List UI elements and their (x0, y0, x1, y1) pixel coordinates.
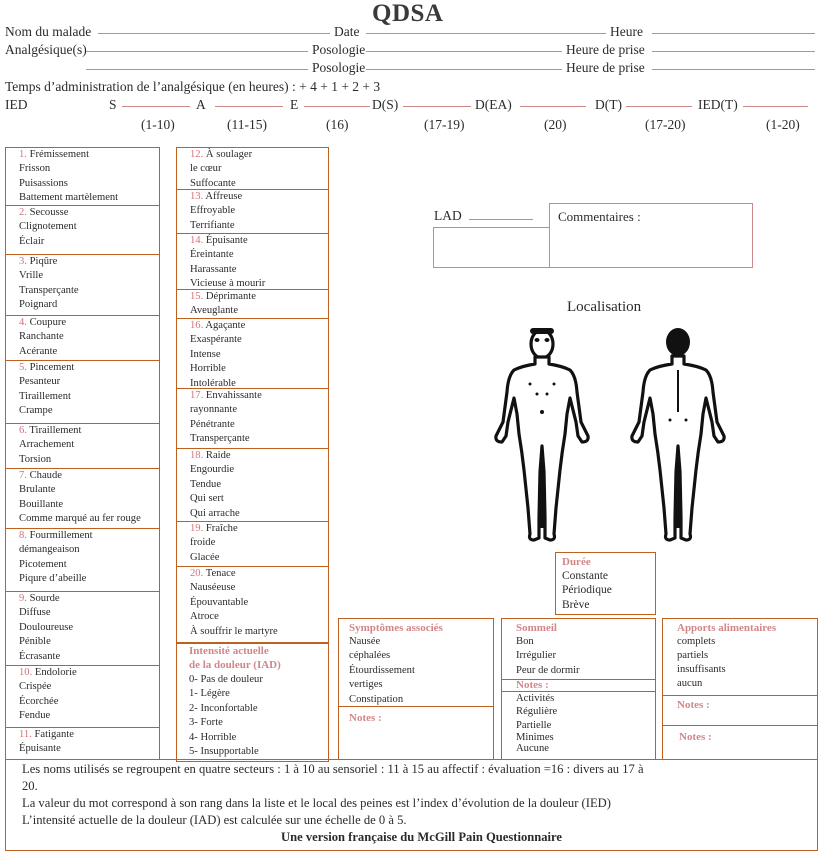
word-option[interactable] (177, 204, 328, 218)
word-label: Tiraillement (29, 425, 82, 436)
group-number: 3. (19, 256, 27, 267)
word-option[interactable] (6, 695, 159, 709)
word-option[interactable] (6, 543, 159, 557)
group-number: 1. (19, 149, 27, 160)
word-option[interactable] (177, 333, 328, 347)
word-label: rayonnante (190, 404, 238, 416)
word-label: Qui arrache (190, 507, 240, 519)
sommeil-option-0[interactable]: Bon (516, 636, 534, 647)
word-label: Horrible (190, 363, 226, 375)
word-option[interactable] (6, 453, 159, 467)
comments-label: Commentaires : (558, 209, 641, 224)
word-label: le cœur (190, 163, 222, 175)
word-option[interactable] (6, 592, 159, 606)
group-number: 11. (19, 729, 32, 740)
word-option[interactable] (6, 572, 159, 586)
word-label: Fourmillement (29, 530, 93, 541)
right-group-9 (176, 566, 329, 644)
word-label: Tendue (190, 478, 222, 490)
apports-box (662, 618, 818, 696)
word-option[interactable] (6, 424, 159, 438)
dosage-field-2[interactable] (366, 69, 562, 70)
word-option[interactable] (177, 389, 328, 403)
group-number: 4. (19, 317, 27, 328)
word-option[interactable] (177, 219, 328, 233)
word-label: Poignard (19, 299, 58, 311)
word-option[interactable] (6, 404, 159, 418)
group-number: 10. (19, 667, 33, 678)
word-option[interactable] (177, 432, 328, 446)
duree-option-2[interactable]: Brève (562, 598, 590, 611)
duree-option-1[interactable]: Périodique (562, 584, 612, 597)
word-option[interactable] (177, 522, 328, 536)
symptomes-notes-label: Notes : (349, 712, 382, 724)
word-option[interactable] (177, 348, 328, 362)
word-label: Effroyable (190, 205, 236, 217)
sommeil-option-2[interactable]: Peur de dormir (516, 664, 580, 676)
word-label: Raide (205, 450, 231, 461)
word-label: Chaude (29, 470, 62, 481)
apports-title: Apports alimentaires (677, 622, 777, 634)
word-option[interactable] (177, 190, 328, 204)
right-group-5 (176, 318, 329, 389)
word-option[interactable] (6, 709, 159, 723)
activites-box (501, 691, 656, 760)
ied-code-ds: D(S) (372, 97, 399, 112)
group-number: 8. (19, 530, 27, 541)
word-label: Battement martèlement (19, 192, 119, 204)
left-group-2 (5, 205, 160, 255)
analgesic-field-2[interactable] (86, 69, 308, 70)
ied-code-s: S (109, 97, 117, 112)
word-option[interactable] (6, 361, 159, 375)
ied-field-s[interactable] (122, 106, 190, 107)
comments-box[interactable] (549, 203, 753, 268)
right-group-7 (176, 448, 329, 522)
word-label: Déprimante (205, 291, 256, 302)
word-option[interactable] (177, 625, 328, 639)
group-number: 2. (19, 207, 27, 218)
ied-field-dea[interactable] (520, 106, 586, 107)
ied-range-a: (11-15) (227, 117, 267, 132)
ied-range-dea: (20) (544, 117, 567, 132)
apports-notes-box-1[interactable] (662, 695, 818, 726)
word-label: Qui sert (190, 493, 224, 505)
duree-box (555, 552, 656, 615)
ied-range-ds: (17-19) (424, 117, 465, 132)
word-option[interactable] (6, 650, 159, 664)
word-option[interactable] (177, 492, 328, 506)
lad-field[interactable] (469, 219, 533, 220)
symptome-0[interactable]: Nausée (349, 636, 381, 647)
intake-time-field-2[interactable] (652, 69, 815, 70)
word-label: Crampe (19, 405, 53, 417)
word-option[interactable] (177, 148, 328, 162)
word-label: Intense (190, 348, 221, 360)
symptome-1[interactable]: céphalées (349, 650, 391, 662)
word-label: Frémissement (29, 149, 90, 160)
word-label: Transperçante (19, 284, 79, 296)
word-option[interactable] (6, 162, 159, 176)
word-option[interactable] (6, 269, 159, 283)
word-option[interactable] (6, 235, 159, 249)
apport-option-1[interactable]: partiels (677, 650, 709, 661)
ied-field-a[interactable] (215, 106, 283, 107)
word-option[interactable] (6, 666, 159, 680)
ied-code-a: A (196, 97, 206, 112)
word-option[interactable] (177, 290, 328, 304)
group-number: 6. (19, 425, 27, 436)
left-group-9 (5, 591, 160, 666)
word-option[interactable] (177, 418, 328, 432)
word-option[interactable] (6, 375, 159, 389)
word-label: Acérante (19, 345, 58, 357)
word-option[interactable] (177, 234, 328, 248)
analgesic-label: Analgésique(s) (5, 42, 87, 57)
word-option[interactable] (177, 551, 328, 565)
activite-option-3[interactable]: Aucune (516, 743, 549, 755)
word-label: Picotement (19, 558, 67, 570)
word-label: Épouvantable (190, 596, 249, 608)
dosage-label-2: Posologie (312, 60, 366, 75)
word-option[interactable] (6, 316, 159, 330)
ied-field-iedt[interactable] (743, 106, 808, 107)
ied-code-e: E (290, 97, 299, 112)
date-field[interactable] (366, 33, 606, 34)
word-option[interactable] (6, 558, 159, 572)
iad-box (176, 642, 329, 762)
right-group-4 (176, 289, 329, 319)
ied-field-ds[interactable] (403, 106, 471, 107)
word-label: Épuisante (205, 235, 248, 246)
word-option[interactable] (177, 449, 328, 463)
sommeil-notes-label: Notes : (516, 679, 549, 691)
word-option[interactable] (6, 177, 159, 191)
word-label: Fraîche (205, 523, 238, 534)
word-option[interactable] (177, 478, 328, 492)
group-number: 18. (190, 450, 204, 461)
word-option[interactable] (6, 220, 159, 234)
word-label: démangeaison (19, 544, 80, 556)
word-option[interactable] (177, 162, 328, 176)
symptome-4[interactable]: Constipation (349, 693, 404, 705)
word-label: Écorchée (19, 695, 59, 707)
apport-option-3[interactable]: aucun (677, 678, 703, 689)
dosage-field-1[interactable] (366, 51, 562, 52)
word-option[interactable] (177, 507, 328, 521)
iad-level-2[interactable]: 2- Inconfortable (189, 702, 258, 714)
ied-code-iedt: IED(T) (698, 97, 738, 112)
right-group-3 (176, 233, 329, 290)
patient-name-field[interactable] (98, 33, 330, 34)
intake-time-field-1[interactable] (652, 51, 815, 52)
lad-label: LAD (434, 208, 462, 223)
word-label: Comme marqué au fer rouge (19, 513, 141, 525)
word-option[interactable] (6, 483, 159, 497)
word-label: Pénible (19, 636, 51, 648)
word-label: Piqûre (29, 256, 58, 267)
word-option[interactable] (6, 191, 159, 205)
word-label: Agaçante (205, 320, 246, 331)
sommeil-title: Sommeil (516, 622, 557, 634)
activites-title: Activités (516, 693, 555, 704)
left-group-11 (5, 727, 160, 760)
word-label: Éclair (19, 235, 45, 247)
word-option[interactable] (6, 498, 159, 512)
apports-notes-box-2[interactable] (662, 725, 818, 760)
intake-time-label-1: Heure de prise (566, 42, 645, 57)
lad-box[interactable] (433, 227, 550, 268)
word-label: Écrasante (19, 650, 61, 662)
apports-notes-label-1: Notes : (677, 699, 710, 711)
word-option[interactable] (6, 512, 159, 526)
word-option[interactable] (6, 621, 159, 635)
group-number: 13. (190, 191, 204, 202)
word-option[interactable] (177, 610, 328, 624)
symptomes-notes-box[interactable] (338, 706, 494, 760)
ied-field-dt[interactable] (626, 106, 692, 107)
word-option[interactable] (177, 567, 328, 581)
left-group-1 (5, 147, 160, 206)
word-option[interactable] (6, 680, 159, 694)
word-option[interactable] (6, 529, 159, 543)
word-label: Épuisante (19, 743, 61, 755)
footer-line-2: 20. (22, 779, 38, 793)
admin-time-text: Temps d’administration de l’analgésique (en heures) : + 4 + 1 + 2 + 3 (5, 79, 381, 94)
word-label: Nauséeuse (190, 582, 236, 594)
word-option[interactable] (6, 330, 159, 344)
word-label: Sourde (29, 593, 60, 604)
word-label: Puisassions (19, 177, 68, 189)
word-label: froide (190, 537, 216, 549)
word-label: Arrachement (19, 439, 75, 451)
left-group-4 (5, 315, 160, 361)
ied-code-dt: D(T) (595, 97, 622, 112)
symptome-2[interactable]: Étourdissement (349, 664, 415, 676)
word-option[interactable] (6, 728, 159, 742)
word-option[interactable] (177, 536, 328, 550)
footer-notes-box (5, 759, 818, 851)
group-number: 15. (190, 291, 204, 302)
word-label: Secousse (29, 207, 69, 218)
footer-line-3: La valeur du mot correspond à son rang dans la liste et le local des peines est l’index d’évolution de la douleur (IED) (22, 796, 611, 810)
word-label: Douloureuse (19, 621, 74, 633)
word-option[interactable] (177, 596, 328, 610)
word-label: Exaspérante (190, 334, 242, 346)
word-option[interactable] (6, 469, 159, 483)
group-number: 19. (190, 523, 204, 534)
word-label: Intolérable (190, 377, 236, 389)
localisation-label: Localisation (567, 299, 642, 315)
word-label: Vrille (19, 270, 44, 282)
word-option[interactable] (177, 319, 328, 333)
date-label: Date (334, 24, 360, 39)
activite-option-1[interactable]: Partielle (516, 719, 552, 731)
word-label: Suffocante (190, 177, 236, 189)
symptomes-title: Symptômes associés (349, 622, 443, 634)
ied-range-iedt: (1-20) (766, 117, 800, 132)
word-label: Atroce (190, 611, 219, 623)
word-label: Fendue (19, 710, 51, 722)
word-label: À souffrir le martyre (190, 625, 278, 637)
word-label: Éreintante (190, 249, 234, 261)
word-label: Engourdie (190, 464, 235, 476)
right-group-1 (176, 147, 329, 190)
left-group-6 (5, 423, 160, 469)
iad-level-1[interactable]: 1- Légère (189, 688, 230, 700)
activite-option-2[interactable]: Minimes (516, 732, 554, 744)
form-title: QDSA (372, 0, 444, 27)
word-label: Harassante (190, 263, 237, 275)
word-label: Transperçante (190, 433, 250, 445)
word-option[interactable] (6, 606, 159, 620)
time-field[interactable] (652, 33, 815, 34)
iad-title-2: de la douleur (IAD) (189, 659, 281, 671)
left-group-3 (5, 254, 160, 316)
word-option[interactable] (177, 403, 328, 417)
word-label: Vicieuse à mourir (190, 278, 266, 290)
symptomes-box (338, 618, 494, 707)
footer-line-1: Les noms utilisés se regroupent en quatre secteurs : 1 à 10 au sensoriel : 11 à 15 au affectif : évaluation =16 : divers au 17 à (22, 762, 644, 776)
ied-range-s: (1-10) (141, 117, 175, 132)
group-number: 17. (190, 390, 204, 401)
word-option[interactable] (6, 148, 159, 162)
iad-level-3[interactable]: 3- Forte (189, 717, 223, 729)
word-label: Tenace (205, 568, 236, 579)
word-option[interactable] (6, 438, 159, 452)
word-label: Affreuse (205, 191, 243, 202)
group-number: 5. (19, 362, 27, 373)
time-label: Heure (610, 24, 643, 39)
word-label: Clignotement (19, 221, 77, 233)
sommeil-option-1[interactable]: Irrégulier (516, 650, 556, 662)
activite-option-0[interactable]: Régulière (516, 706, 558, 718)
word-option[interactable] (6, 206, 159, 220)
word-option[interactable] (177, 581, 328, 595)
body-map[interactable] (492, 322, 728, 554)
ied-range-e: (16) (326, 117, 349, 132)
iad-title-1: Intensité actuelle (189, 645, 269, 657)
apports-notes-label-2: Notes : (679, 731, 712, 743)
word-label: Coupure (29, 317, 67, 328)
word-option[interactable] (6, 390, 159, 404)
word-option[interactable] (6, 345, 159, 359)
group-number: 12. (190, 149, 204, 160)
sommeil-box (501, 618, 656, 680)
word-label: Pincement (29, 362, 75, 373)
word-label: Tiraillement (19, 390, 71, 402)
footer-line-4: L’intensité actuelle de la douleur (IAD) est calculée sur une échelle de 0 à 5. (22, 813, 407, 827)
footer-line-5: Une version française du McGill Pain Questionnaire (280, 830, 563, 844)
ied-label: IED (5, 97, 28, 112)
word-label: Endolorie (34, 667, 77, 678)
word-label: Pénétrante (190, 418, 235, 430)
word-label: Terrifiante (190, 219, 235, 231)
word-option[interactable] (6, 284, 159, 298)
iad-level-0[interactable]: 0- Pas de douleur (189, 674, 263, 685)
left-group-10 (5, 665, 160, 728)
left-group-7 (5, 468, 160, 529)
group-number: 9. (19, 593, 27, 604)
word-label: À soulager (205, 149, 253, 160)
word-label: Frisson (19, 163, 51, 175)
word-option[interactable] (6, 635, 159, 649)
word-option[interactable] (177, 263, 328, 277)
ied-field-e[interactable] (304, 106, 370, 107)
patient-name-label: Nom du malade (5, 24, 92, 39)
duree-option-0[interactable]: Constante (562, 570, 608, 582)
apport-option-2[interactable]: insuffisants (677, 664, 726, 675)
group-number: 7. (19, 470, 27, 481)
word-label: Ranchante (19, 331, 64, 343)
ied-range-dt: (17-20) (645, 117, 686, 132)
ied-code-dea: D(EA) (475, 97, 512, 112)
analgesic-field[interactable] (86, 51, 308, 52)
iad-level-4[interactable]: 4- Horrible (189, 731, 237, 743)
word-option[interactable] (177, 362, 328, 376)
iad-level-5[interactable]: 5- Insupportable (189, 746, 259, 758)
word-label: Pesanteur (19, 376, 61, 388)
right-group-6 (176, 388, 329, 449)
word-option[interactable] (6, 742, 159, 756)
word-label: Envahissante (205, 390, 262, 401)
word-label: Fatigante (34, 729, 74, 740)
word-option[interactable] (177, 248, 328, 262)
word-label: Brulante (19, 484, 56, 496)
word-label: Bouillante (19, 498, 64, 510)
right-group-2 (176, 189, 329, 234)
group-number: 16. (190, 320, 204, 331)
word-label: Aveuglante (190, 305, 239, 317)
left-group-5 (5, 360, 160, 424)
word-label: Glacée (190, 551, 220, 563)
word-option[interactable] (6, 255, 159, 269)
apport-option-0[interactable]: complets (677, 636, 716, 647)
word-option[interactable] (6, 298, 159, 312)
left-group-8 (5, 528, 160, 592)
group-number: 20. (190, 568, 204, 579)
word-option[interactable] (177, 463, 328, 477)
right-group-8 (176, 521, 329, 567)
word-label: Crispée (19, 681, 52, 693)
group-number: 14. (190, 235, 204, 246)
duree-title: Durée (562, 556, 591, 568)
symptome-3[interactable]: vertiges (349, 679, 383, 691)
intake-time-label-2: Heure de prise (566, 60, 645, 75)
word-option[interactable] (177, 304, 328, 318)
word-label: Torsion (19, 453, 52, 465)
word-label: Diffuse (19, 607, 51, 619)
dosage-label-1: Posologie (312, 42, 366, 57)
word-label: Piqure d’abeille (19, 573, 87, 585)
